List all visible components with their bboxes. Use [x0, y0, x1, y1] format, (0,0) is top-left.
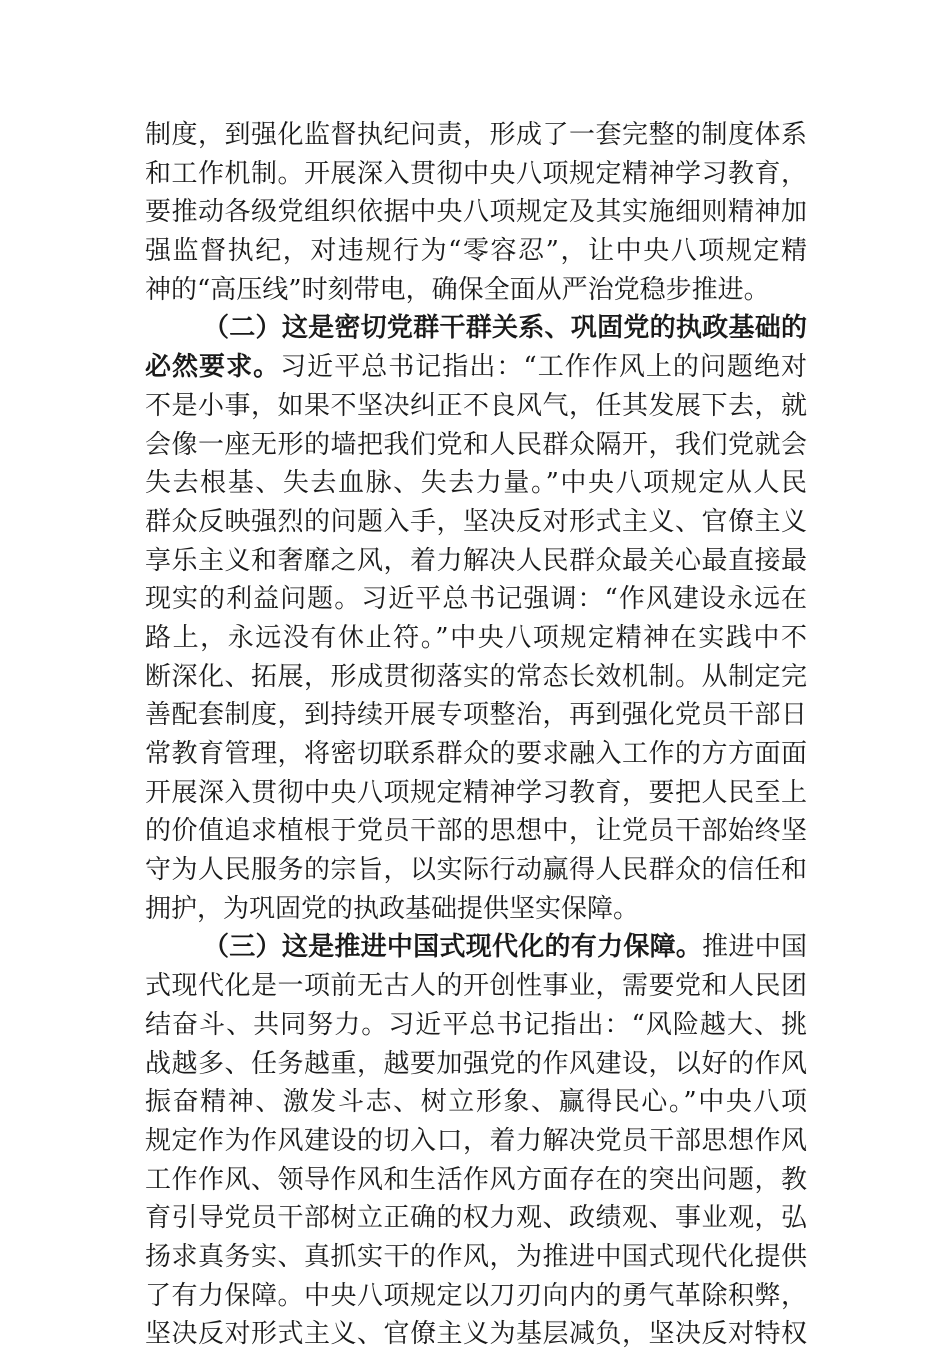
text-line: [145, 542, 807, 581]
body-text: 开展深入贯彻中央八项规定精神学习教育，要把人民至上: [145, 777, 807, 808]
document-page: [145, 116, 807, 1354]
text-line: [145, 348, 807, 387]
body-text: 工作作风、领导作风和生活作风方面存在的突出问题，教: [145, 1164, 807, 1195]
body-text: 的价值追求植根于党员干部的思想中，让党员干部始终坚: [145, 816, 807, 847]
text-line: [145, 928, 807, 967]
text-line: [145, 1315, 807, 1354]
body-text: 神的“高压线”时刻带电，确保全面从严治党稳步推进。: [145, 274, 770, 305]
body-text: 守为人民服务的宗旨，以实际行动赢得人民群众的信任和: [145, 855, 807, 886]
body-text: 式现代化是一项前无古人的开创性事业，需要党和人民团: [145, 971, 807, 1002]
text-line: [145, 735, 807, 774]
text-line: [145, 619, 807, 658]
paragraph-p3: [145, 928, 807, 1354]
body-text: 失去根基、失去血脉、失去力量。”中央八项规定从人民: [145, 468, 807, 499]
body-text: 现实的利益问题。习近平总书记强调：“作风建设永远在: [145, 584, 807, 615]
body-text: 常教育管理，将密切联系群众的要求融入工作的方方面面: [145, 739, 807, 769]
text-line: [145, 580, 807, 619]
body-text: 不是小事，如果不坚决纠正不良风气，任其发展下去，就: [145, 390, 807, 421]
text-line: [145, 1277, 807, 1316]
body-text: 路上，永远没有休止符。”中央八项规定精神在实践中不: [145, 622, 807, 653]
body-text: 了有力保障。中央八项规定以刀刃向内的勇气革除积弊，: [145, 1280, 807, 1311]
text-line: [145, 503, 807, 542]
text-line: [145, 812, 807, 851]
section-heading: （三）这是推进中国式现代化的有力保障。: [203, 932, 703, 963]
text-line: [145, 1045, 807, 1084]
text-line: [145, 658, 807, 697]
body-text: 规定作为作风建设的切入口，着力解决党员干部思想作风: [145, 1125, 807, 1156]
text-line: [145, 464, 807, 503]
text-line: [145, 426, 807, 465]
text-line: [145, 890, 807, 929]
body-text: 断深化、拓展，形成贯彻落实的常态长效机制。从制定完: [145, 661, 807, 692]
text-line: [145, 1199, 807, 1238]
paragraph-p1: [145, 116, 807, 309]
body-text: 群众反映强烈的问题入手，坚决反对形式主义、官僚主义: [145, 506, 807, 537]
body-text: 要推动各级党组织依据中央八项规定及其实施细则精神加: [145, 197, 807, 228]
body-text: 战越多、任务越重，越要加强党的作风建设，以好的作风: [145, 1048, 807, 1079]
body-text: 振奋精神、激发斗志、树立形象、赢得民心。”中央八项: [145, 1087, 807, 1118]
body-text: 善配套制度，到持续开展专项整治，再到强化党员干部日: [145, 700, 807, 731]
body-text: 享乐主义和奢靡之风，着力解决人民群众最关心最直接最: [145, 545, 807, 576]
body-text: 制度，到强化监督执纪问责，形成了一套完整的制度体系: [145, 120, 807, 150]
text-line: [145, 271, 807, 310]
text-line: [145, 774, 807, 813]
text-line: [145, 851, 807, 890]
body-text: 强监督执纪，对违规行为“零容忍”，让中央八项规定精: [145, 236, 807, 267]
body-text: 拥护，为巩固党的执政基础提供坚实保障。: [145, 893, 640, 924]
text-line: [145, 232, 807, 271]
body-text: 结奋斗、共同努力。习近平总书记指出：“风险越大、挑: [145, 1009, 807, 1040]
paragraph-p2: [145, 309, 807, 928]
body-text: 育引导党员干部树立正确的权力观、政绩观、事业观，弘: [145, 1203, 807, 1234]
body-text: 坚决反对形式主义、官僚主义为基层减负，坚决反对特权: [145, 1319, 807, 1350]
text-line: [145, 387, 807, 426]
text-line: [145, 309, 807, 348]
text-line: [145, 116, 807, 155]
section-heading: 必然要求。: [145, 352, 281, 383]
text-line: [145, 1006, 807, 1045]
text-line: [145, 1161, 807, 1200]
body-text: 和工作机制。开展深入贯彻中央八项规定精神学习教育，: [145, 158, 807, 189]
text-line: [145, 696, 807, 735]
text-line: [145, 155, 807, 194]
text-line: [145, 1083, 807, 1122]
body-text: 推进中国: [702, 932, 807, 963]
text-line: [145, 1238, 807, 1277]
body-text: 习近平总书记指出：“工作作风上的问题绝对: [280, 352, 807, 383]
text-line: [145, 1122, 807, 1161]
text-line: [145, 967, 807, 1006]
body-text: 扬求真务实、真抓实干的作风，为推进中国式现代化提供: [145, 1241, 807, 1272]
body-text: 会像一座无形的墙把我们党和人民群众隔开，我们党就会: [145, 429, 807, 460]
section-heading: （二）这是密切党群干群关系、巩固党的执政基础的: [203, 313, 807, 344]
text-line: [145, 193, 807, 232]
